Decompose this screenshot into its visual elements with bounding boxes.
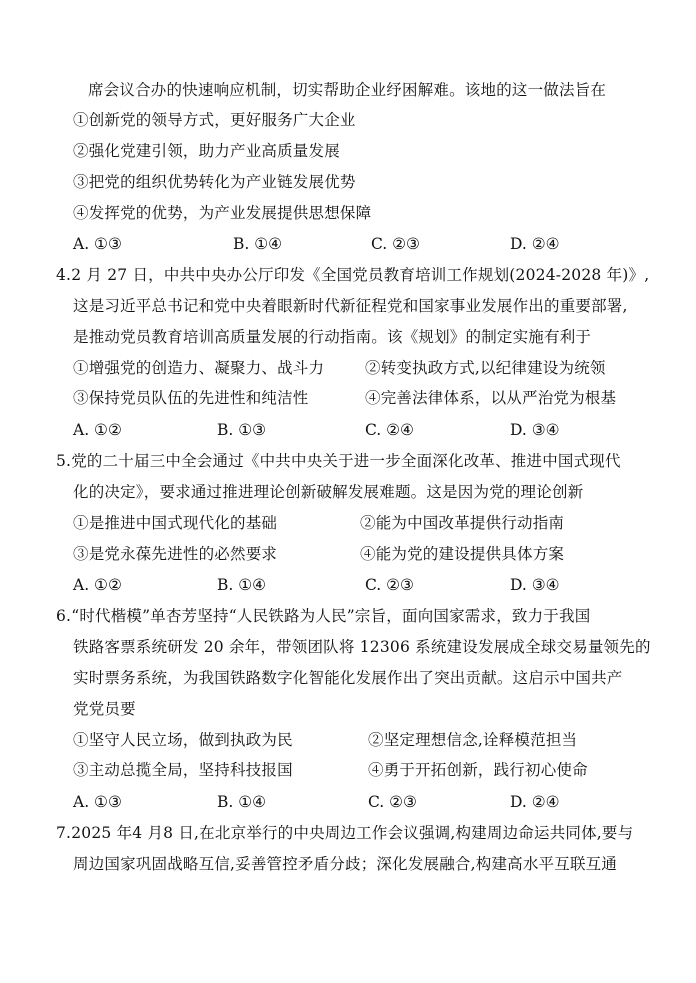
- q4-stem-line-3: 是推动党员教育培训高质量发展的行动指南。该《规划》的制定实施有利于: [73, 328, 592, 346]
- q5-stem-line-1: [56, 451, 621, 471]
- q6-stem-line-2: 铁路客票系统研发 20 余年，带领团队将 12306 系统建设发展成全球交易量领先的: [73, 638, 651, 656]
- q4-item-1: ①增强党的创造力、凝聚力、战斗力: [73, 359, 325, 377]
- q5-option-c: C. ②③: [365, 576, 414, 594]
- q5-option-d: D. ③④: [510, 576, 560, 594]
- q6-item-3: ③主动总揽全局，坚持科技报国: [73, 761, 293, 779]
- q6-option-a: A. ①③: [73, 793, 122, 811]
- q6-stem-line-3: 实时票务系统，为我国铁路数字化智能化发展作出了突出贡献。这启示中国共产: [73, 669, 623, 687]
- q3-option-c: C. ②③: [371, 235, 420, 253]
- q6-stem-text-1: “时代楷模”单杏芳坚持“人民铁路为人民”宗旨，面向国家需求，致力于我国: [71, 607, 591, 625]
- q4-item-4: ④完善法律体系，以从严治党为根基: [365, 389, 617, 407]
- q4-stem-text-1: 2 月 27 日，中共中央办公厅印发《全国党员教育培训工作规划(2024-2028 年)》,: [71, 266, 650, 284]
- q5-number: 5.: [56, 452, 72, 470]
- q5-item-4: ④能为党的建设提供具体方案: [360, 545, 565, 563]
- q4-stem-line-1: [56, 265, 649, 285]
- q5-option-a: A. ①②: [73, 576, 122, 594]
- q4-option-a: A. ①②: [73, 421, 122, 439]
- q5-stem-text-1: 党的二十届三中全会通过《中共中央关于进一步全面深化改革、推进中国式现代: [71, 452, 621, 470]
- q5-item-1: ①是推进中国式现代化的基础: [73, 514, 278, 532]
- q5-option-b: B. ①④: [217, 576, 267, 594]
- q7-stem-text-1: 2025 年4 月8 日,在北京举行的中央周边工作会议强调,构建周边命运共同体,要与: [71, 824, 634, 842]
- q6-stem-line-1: [56, 606, 590, 626]
- q4-option-d: D. ③④: [510, 421, 560, 439]
- q6-option-c: C. ②③: [368, 793, 417, 811]
- q3-option-d: D. ②④: [510, 235, 560, 253]
- q7-number: 7.: [56, 824, 72, 842]
- q4-item-3: ③保持党员队伍的先进性和纯洁性: [73, 389, 309, 407]
- q4-option-c: C. ②④: [365, 421, 414, 439]
- q3-item-1: ①创新党的领导方式，更好服务广大企业: [73, 111, 356, 129]
- q6-item-1: ①坚守人民立场，做到执政为民: [73, 731, 293, 749]
- q6-item-4: ④勇于开拓创新，践行初心使命: [368, 761, 588, 779]
- q6-stem-line-4: 党党员要: [73, 700, 136, 718]
- q6-option-d: D. ②④: [510, 793, 560, 811]
- q4-number: 4.: [56, 266, 72, 284]
- q4-stem-line-2: 这是习近平总书记和党中央着眼新时代新征程党和国家事业发展作出的重要部署,: [73, 297, 628, 315]
- q6-item-2: ②坚定理想信念,诠释模范担当: [368, 731, 578, 749]
- q6-number: 6.: [56, 607, 72, 625]
- q6-option-b: B. ①④: [217, 793, 267, 811]
- q3-item-2: ②强化党建引领，助力产业高质量发展: [73, 142, 340, 160]
- q5-item-2: ②能为中国改革提供行动指南: [360, 514, 565, 532]
- q3-option-b: B. ①④: [233, 235, 283, 253]
- q3-item-3: ③把党的组织优势转化为产业链发展优势: [73, 173, 356, 191]
- q3-stem-tail: 席会议合办的快速响应机制，切实帮助企业纾困解难。该地的这一做法旨在: [88, 81, 607, 99]
- q4-option-b: B. ①③: [217, 421, 267, 439]
- q4-item-2: ②转变执政方式,以纪律建设为统领: [365, 359, 606, 377]
- q7-stem-line-2: 周边国家巩固战略互信,妥善管控矛盾分歧；深化发展融合,构建高水平互联互通: [73, 855, 618, 873]
- q3-item-4: ④发挥党的优势，为产业发展提供思想保障: [73, 204, 372, 222]
- q5-stem-line-2: 化的决定》，要求通过推进理论创新破解发展难题。这是因为党的理论创新: [73, 483, 584, 501]
- q7-stem-line-1: [56, 823, 633, 843]
- q3-option-a: A. ①③: [73, 235, 122, 253]
- q5-item-3: ③是党永葆先进性的必然要求: [73, 545, 278, 563]
